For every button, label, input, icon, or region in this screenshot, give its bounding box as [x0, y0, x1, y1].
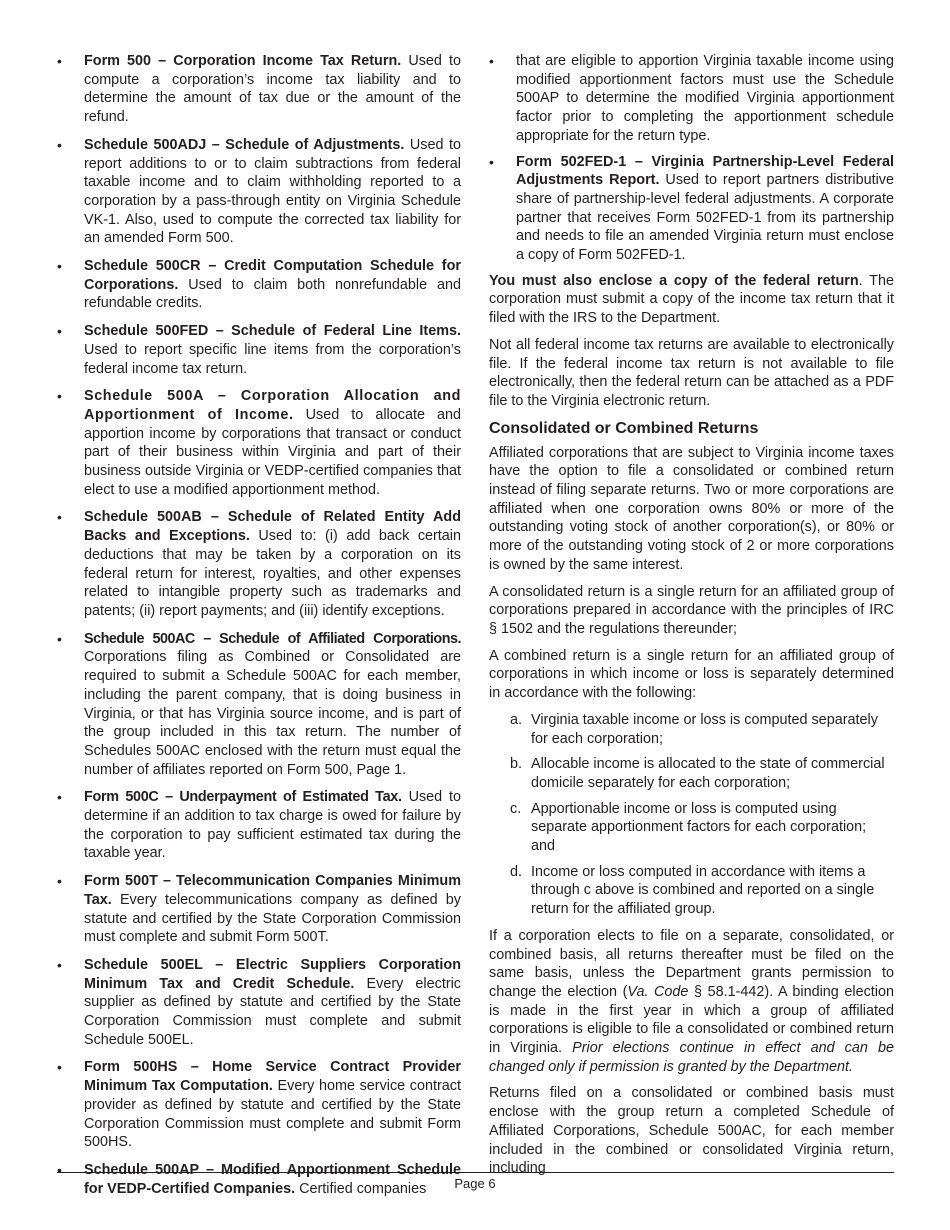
- list-item: [489, 800, 894, 856]
- item-text: Used to report partners distributive share of partnership-level federal adjustments. A corporate partner that receives Form 502FED-1 from its partnership and needs to file an amended Virginia return must enclose a copy of Form 502FED-1.: [516, 172, 894, 264]
- item-text: Apportionable income or loss is computed using separate apportionment factors for each corporation; and: [531, 800, 867, 855]
- item-title: Schedule 500AB – Schedule of Related Entity Add Backs and Exceptions.: [84, 509, 461, 545]
- electronic-file-paragraph: Not all federal income tax returns are available to electronically file. If the federal income tax return is not available to file electronically, then the federal return can be attached as a PDF file to the Virginia electronic return.: [489, 336, 894, 409]
- list-item: [57, 387, 461, 499]
- federal-return-emphasis: You must also enclose a copy of the federal return: [489, 272, 859, 289]
- item-title: Schedule 500EL – Electric Suppliers Corporation Minimum Tax and Credit Schedule.: [84, 956, 461, 992]
- item-marker: b.: [510, 756, 523, 773]
- right-column: [489, 52, 894, 1186]
- section-heading: Consolidated or Combined Returns: [489, 419, 759, 437]
- election-text: If a corporation elects to file on a separate, consolidated, or combined basis, all returns thereafter must be filed on the same basis, unless the Department grants permission to change the election (: [489, 927, 894, 1000]
- item-text: Used to: (i) add back certain deductions that may be taken by a corporation on its federal return for interest, royalties, and other expenses related to intangible property such as trademarks and patents; (ii) report payments; and (iii) identify exceptions.: [84, 528, 462, 619]
- item-title: Form 500C – Underpayment of Estimated Tax.: [84, 789, 402, 806]
- item-title: Schedule 500AC – Schedule of Affiliated Corporations.: [84, 630, 461, 647]
- list-item: [57, 508, 461, 620]
- list-item: [57, 788, 461, 863]
- item-text: Used to compute a corporation’s income tax liability and to determine the amount of tax due or the amount of the refund.: [84, 53, 461, 126]
- item-marker: a.: [510, 711, 523, 728]
- returns-paragraph: Returns filed on a consolidated or combined basis must enclose with the group return a completed Schedule of Affiliated Corporations, Schedule 500AC, for each member included in the combined or consolidated Virginia return, including: [489, 1085, 894, 1177]
- item-text: Used to determine if an addition to tax charge is owed for failure by the corporation to pay sufficient estimated tax during the taxable year.: [84, 789, 462, 862]
- list-item: [57, 956, 461, 1050]
- list-item: [57, 1058, 461, 1152]
- item-text: Allocable income is allocated to the state of commercial domicile separately for each corporation;: [531, 756, 885, 791]
- item-title: Schedule 500CR – Credit Computation Schedule for Corporations.: [84, 258, 461, 293]
- federal-return-paragraph: [489, 272, 894, 328]
- item-text: Used to allocate and apportion income by corporations that transact or conduct part of their business within Virginia and part of their business outside Virginia or VEDP-certified companies that elect to use a modified apportionment method.: [84, 406, 462, 498]
- form-list-continued: [489, 52, 894, 265]
- item-text: Used to report specific line items from the corporation’s federal income tax return.: [84, 341, 461, 377]
- item-text: Certified companies: [299, 1180, 427, 1197]
- item-text: Used to claim both nonrefundable and refundable credits.: [84, 276, 461, 312]
- code-citation: Va. Code: [627, 983, 689, 1000]
- form-list: [57, 52, 461, 1198]
- affiliated-paragraph: Affiliated corporations that are subject to Virginia income taxes have the option to file a consolidated or combined return instead of filing separate returns. Two or more corporations are affiliated when one corporation owns 80% or more of the outstanding voting stock of another corporation(s), or 80% or more of the outstanding voting stock of 2 or more corporations is owned by the same interest.: [489, 444, 894, 573]
- consolidated-paragraph: A consolidated return is a single return for an affiliated group of corporations prepared in accordance with the principles of IRC § 1502 and the regulations thereunder;: [489, 583, 894, 637]
- item-marker: d.: [510, 863, 523, 880]
- list-item: [57, 257, 461, 313]
- item-marker: c.: [510, 800, 522, 817]
- list-item-continuation: [489, 52, 894, 146]
- combined-criteria-list: [489, 711, 894, 919]
- item-title: Form 500HS – Home Service Contract Provider Minimum Tax Computation.: [84, 1059, 461, 1095]
- list-item: [57, 872, 461, 947]
- left-column: [57, 52, 461, 1207]
- item-text: Corporations filing as Combined or Consolidated are required to submit a Schedule 500AC for each member, including the parent company, that is doing business in Virginia, or that has Virginia source income, and is part of the group included in this tax return. The number of Schedules 500AC enclosed with the return must equal the number of affiliates reported on Form 500, Page 1.: [84, 649, 461, 778]
- item-title: Schedule 500AP – Modified Apportionment Schedule for VEDP-Certified Companies.: [84, 1161, 461, 1197]
- election-text-continued: § 58.1-442). A binding election is made in the first year in which a group of affiliated corporations is eligible to file a consolidated or combined return in Virginia.: [489, 983, 894, 1057]
- item-title: Form 502FED-1 – Virginia Partnership-Level Federal Adjustments Report.: [516, 153, 894, 189]
- item-title: Form 500 – Corporation Income Tax Return.: [84, 53, 402, 69]
- footer-rule: [57, 1172, 894, 1173]
- combined-paragraph: A combined return is a single return for an affiliated group of corporations in which income or loss is separately determined in accordance with the following:: [489, 647, 894, 702]
- federal-return-text: . The corporation must submit a copy of the income tax return that it filed with the IRS to the Department.: [489, 272, 894, 327]
- item-text: Virginia taxable income or loss is computed separately for each corporation;: [531, 711, 878, 747]
- item-text: Every electric supplier as defined by statute and certified by the State Corporation Commission must complete and submit Schedule 500EL.: [84, 975, 461, 1048]
- item-text: Income or loss computed in accordance with items a through c above is combined and reported on a single return for the affiliated group.: [531, 863, 875, 918]
- list-item: [57, 630, 461, 780]
- item-text: Every home service contract provider as defined by statute and certified by the State Corporation Commission must complete and submit Form 500HS.: [84, 1078, 461, 1151]
- election-paragraph: [489, 927, 894, 1077]
- list-item: [489, 863, 894, 919]
- page-number: Page 6: [454, 1176, 496, 1191]
- list-item: [489, 711, 894, 748]
- item-text: that are eligible to apportion Virginia taxable income using modified apportionment factors must use the Schedule 500AP to determine the modified Virginia apportionment factor prior to completing the apportionment schedule appropriate for the return type.: [516, 53, 894, 144]
- list-item: [57, 322, 461, 378]
- item-title: Form 500T – Telecommunication Companies Minimum Tax.: [84, 873, 461, 908]
- list-item: [57, 136, 461, 248]
- list-item: [489, 153, 894, 265]
- election-note: Prior elections continue in effect and can be changed only if permission is granted by the Department.: [489, 1040, 894, 1075]
- item-title: Schedule 500A – Corporation Allocation and Apportionment of Income.: [84, 388, 461, 423]
- item-text: Every telecommunications company as defined by statute and certified by the State Corporation Commission must complete and submit Form 500T.: [84, 891, 461, 946]
- list-item: [57, 52, 461, 127]
- item-title: Schedule 500FED – Schedule of Federal Line Items.: [84, 323, 461, 340]
- list-item: [489, 755, 894, 792]
- item-text: Used to report additions to or to claim subtractions from federal taxable income and to claim withholding reported to a corporation by a pass-through entity on Virginia Schedule VK-1. Also, used to compute the corrected tax liability for an amended Form 500.: [84, 136, 461, 247]
- item-title: Schedule 500ADJ – Schedule of Adjustments.: [84, 136, 405, 153]
